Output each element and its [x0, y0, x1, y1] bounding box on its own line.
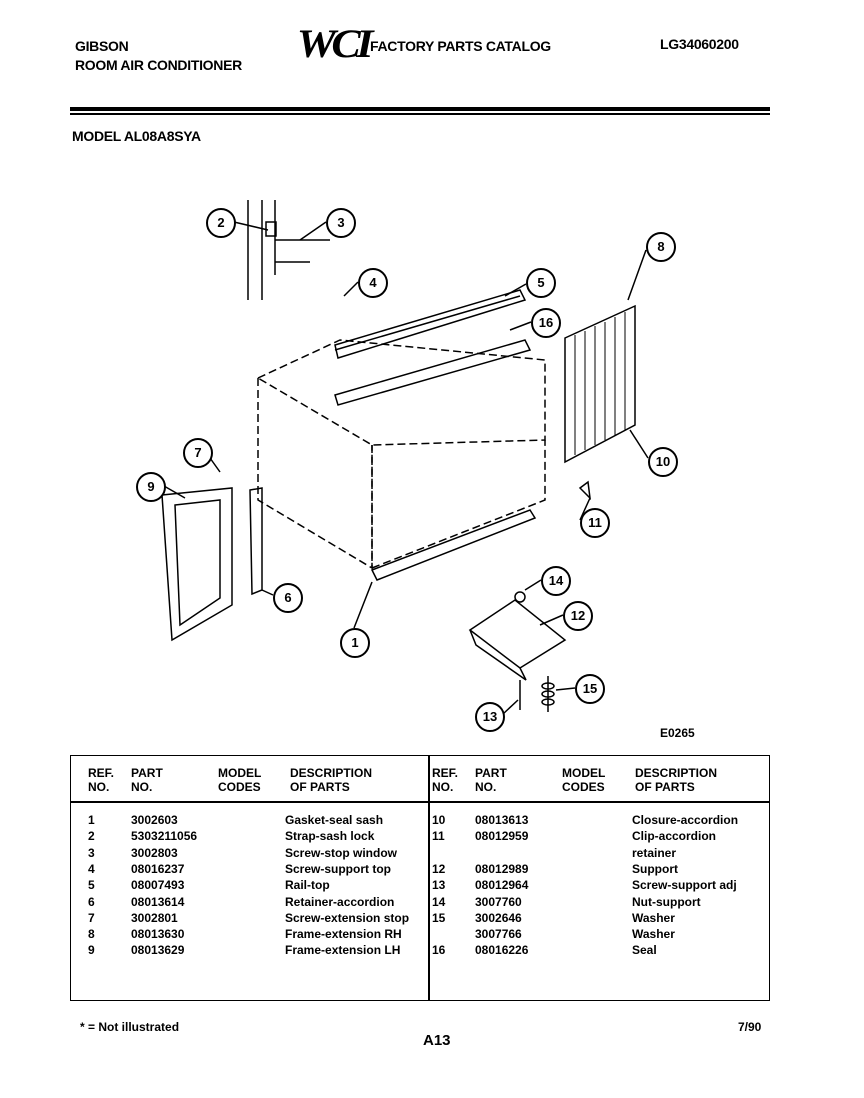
table-divider — [428, 755, 430, 1001]
brand: GIBSON — [75, 38, 129, 54]
part-number: 08016226 — [475, 943, 529, 958]
ref-number: 5 — [88, 878, 95, 893]
part-number: 08007493 — [131, 878, 185, 893]
ref-number: 1 — [88, 813, 95, 827]
part-number: 08012959 — [475, 829, 529, 844]
header-model-2: CODES — [218, 780, 261, 794]
header-part-2: NO. — [475, 780, 497, 794]
header-ref: REF. — [432, 766, 459, 780]
part-description: Closure-accordion — [632, 813, 739, 827]
callout-15: 15 — [575, 674, 605, 704]
part-description: Washer — [632, 927, 675, 942]
part-number: 3007760 — [475, 894, 522, 909]
part-description: Support — [632, 861, 678, 876]
footnote: * = Not illustrated — [80, 1020, 180, 1034]
header-model: MODEL — [562, 766, 606, 780]
header-model-2: CODES — [562, 780, 605, 794]
ref-number: 9 — [88, 943, 95, 958]
part-description: Screw-support top — [285, 861, 392, 876]
callout-13: 13 — [475, 702, 505, 732]
ref-number: 2 — [88, 829, 95, 844]
ref-number: 13 — [432, 878, 446, 893]
part-description: Retainer-accordion — [285, 894, 395, 909]
header-ref: REF. — [88, 766, 115, 780]
ref-number: 7 — [88, 910, 95, 925]
part-number: 08013630 — [131, 927, 185, 942]
part-number: 08013614 — [131, 894, 185, 909]
part-number: 5303211056 — [131, 829, 198, 844]
ref-number: 16 — [432, 943, 446, 958]
header-desc: DESCRIPTION — [635, 766, 718, 780]
ref-number: 14 — [432, 894, 446, 909]
header-desc-2: OF PARTS — [635, 780, 695, 794]
part-description: Screw-extension stop — [285, 910, 410, 925]
callout-16: 16 — [531, 308, 561, 338]
part-number: 08012964 — [475, 878, 529, 893]
part-number: 3002803 — [131, 845, 178, 860]
header-ref-2: NO. — [432, 780, 454, 794]
model-number: MODEL AL08A8SYA — [72, 128, 201, 144]
part-description: Washer — [632, 910, 675, 925]
diagram-code: E0265 — [660, 726, 695, 740]
callout-10: 10 — [648, 447, 678, 477]
part-description: Rail-top — [285, 878, 330, 893]
part-description: Strap-sash lock — [285, 829, 375, 844]
part-number: 08013629 — [131, 943, 185, 958]
ref-number: 3 — [88, 845, 95, 860]
header-ref-2: NO. — [88, 780, 110, 794]
header-desc: DESCRIPTION — [290, 766, 373, 780]
header-part: PART — [131, 766, 163, 780]
part-description: retainer — [632, 845, 677, 860]
product-type: ROOM AIR CONDITIONER — [75, 57, 242, 73]
part-description: Seal — [632, 943, 657, 958]
page-number: A13 — [423, 1032, 451, 1049]
callout-4: 4 — [358, 268, 388, 298]
header-part: PART — [475, 766, 507, 780]
ref-number: 6 — [88, 894, 95, 909]
callout-9: 9 — [136, 472, 166, 502]
callout-8: 8 — [646, 232, 676, 262]
part-number: 3007766 — [475, 927, 522, 942]
callout-12: 12 — [563, 601, 593, 631]
callout-3: 3 — [326, 208, 356, 238]
part-number: 3002646 — [475, 910, 522, 925]
callout-5: 5 — [526, 268, 556, 298]
part-description: Screw-stop window — [285, 845, 398, 860]
ref-number: 11 — [432, 829, 445, 844]
table-header-rule — [70, 801, 770, 803]
header-model: MODEL — [218, 766, 262, 780]
ref-number: 4 — [88, 861, 95, 876]
part-description: Gasket-seal sash — [285, 813, 384, 827]
catalog-title: FACTORY PARTS CATALOG — [370, 38, 551, 54]
part-number: 08012989 — [475, 861, 529, 876]
ref-number: 10 — [432, 813, 446, 827]
part-description: Frame-extension LH — [285, 943, 401, 958]
part-description: Clip-accordion — [632, 829, 717, 844]
ref-number: 12 — [432, 861, 446, 876]
part-description: Frame-extension RH — [285, 927, 402, 942]
part-description: Nut-support — [632, 894, 701, 909]
callout-1: 1 — [340, 628, 370, 658]
callout-11: 11 — [580, 508, 610, 538]
header-desc-2: OF PARTS — [290, 780, 350, 794]
part-number: 08013613 — [475, 813, 529, 827]
part-number: 08016237 — [131, 861, 185, 876]
part-number: 3002603 — [131, 813, 178, 827]
wci-logo: WCI — [296, 21, 370, 66]
ref-number: 15 — [432, 910, 446, 925]
part-number: 3002801 — [131, 910, 178, 925]
callout-14: 14 — [541, 566, 571, 596]
ref-number: 8 — [88, 927, 95, 942]
callout-6: 6 — [273, 583, 303, 613]
revision-date: 7/90 — [738, 1020, 762, 1034]
catalog-number: LG34060200 — [660, 36, 739, 52]
part-description: Screw-support adj — [632, 878, 737, 893]
header-part-2: NO. — [131, 780, 153, 794]
callout-2: 2 — [206, 208, 236, 238]
callout-7: 7 — [183, 438, 213, 468]
